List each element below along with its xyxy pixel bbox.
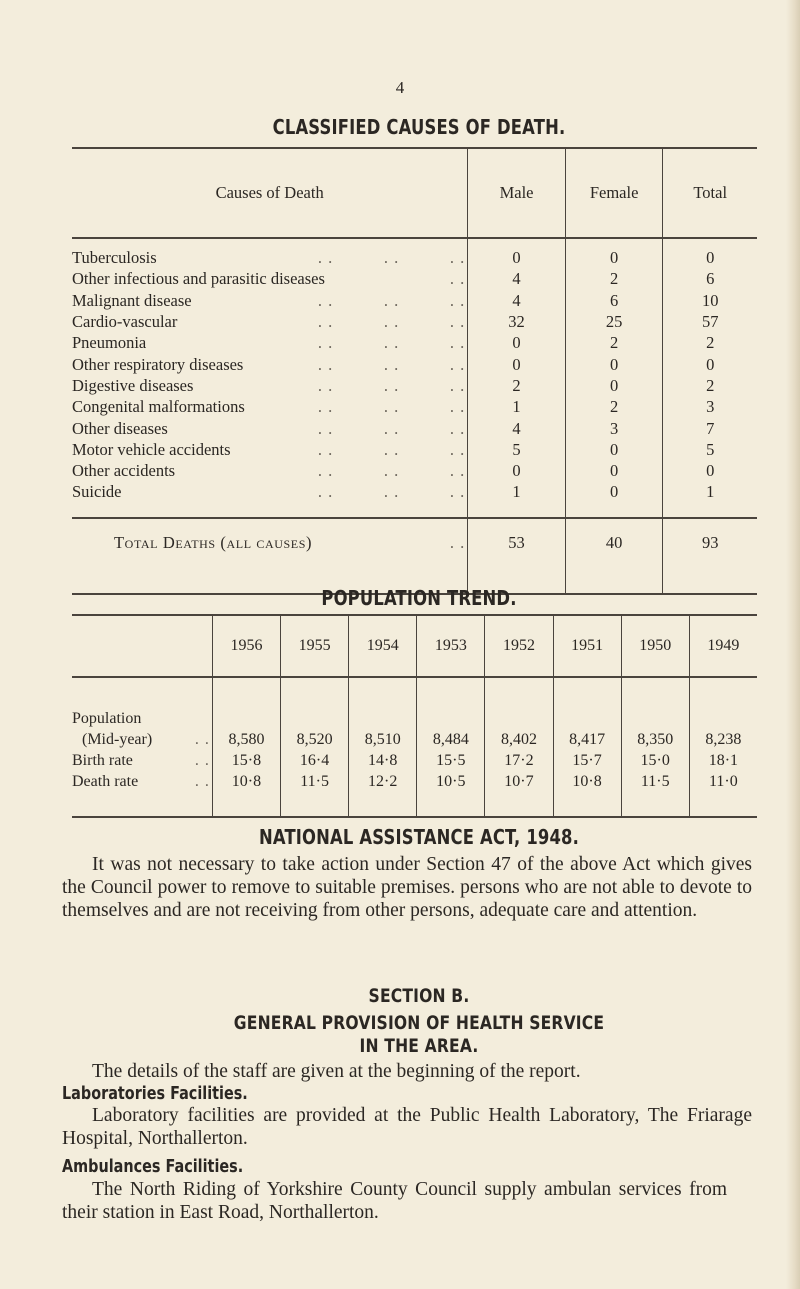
value-cell: 10·7: [485, 771, 553, 817]
value-cell: 18·1: [689, 750, 757, 771]
value-cell: 8,580: [212, 677, 280, 750]
male-value: 0: [468, 460, 566, 481]
value-cell: 15·0: [621, 750, 689, 771]
total-value: 7: [663, 417, 757, 438]
cause-cell: [72, 460, 468, 481]
value-cell: 8,417: [553, 677, 621, 750]
female-value: 2: [565, 332, 663, 353]
table-row: [72, 268, 757, 289]
causes-of-death-table: [72, 147, 757, 595]
header-year: 1954: [349, 615, 417, 677]
cause-cell: [72, 332, 468, 353]
row-label-line1: Population: [72, 710, 142, 727]
ambulances-heading: Ambulances Facilities.: [62, 1156, 244, 1177]
header-female: Female: [565, 148, 663, 238]
female-value: 0: [565, 439, 663, 460]
cause-cell: [72, 417, 468, 438]
population-trend-title: POPULATION TREND.: [321, 586, 517, 610]
total-value: 0: [663, 460, 757, 481]
causes-of-death-title: CLASSIFIED CAUSES OF DEATH.: [272, 115, 566, 139]
table-row: [72, 439, 757, 460]
value-cell: 14·8: [349, 750, 417, 771]
cause-label: Other diseases: [72, 418, 168, 438]
row-label: (Mid-year): [82, 731, 153, 748]
female-value: 3: [565, 417, 663, 438]
table-row: [72, 375, 757, 396]
total-total: 93: [663, 518, 757, 594]
female-value: 0: [565, 481, 663, 517]
male-value: 1: [468, 481, 566, 517]
section-b-title: SECTION B.: [368, 985, 470, 1007]
leader-dots: . .: [449, 269, 466, 289]
total-value: 0: [663, 353, 757, 374]
cause-cell: [72, 439, 468, 460]
leader-dots: . . . . . .: [317, 248, 466, 268]
table-row: [72, 481, 757, 517]
male-value: 4: [468, 290, 566, 311]
total-value: 2: [663, 375, 757, 396]
cause-cell: [72, 238, 468, 268]
cause-label: Digestive diseases: [72, 375, 194, 395]
table-row: [72, 238, 757, 268]
header-year: 1949: [689, 615, 757, 677]
population-trend-table: [72, 614, 757, 818]
cause-cell: [72, 375, 468, 396]
header-year: 1955: [281, 615, 349, 677]
female-value: 0: [565, 375, 663, 396]
value-cell: 8,484: [417, 677, 485, 750]
laboratories-heading: Laboratories Facilities.: [62, 1083, 248, 1104]
leader-dots: . . . . . .: [317, 290, 466, 310]
total-value: 3: [663, 396, 757, 417]
value-cell: 15·7: [553, 750, 621, 771]
value-cell: 11·5: [281, 771, 349, 817]
leader-dots: . . . . . .: [317, 439, 466, 459]
leader-dots: . . . . . .: [317, 333, 466, 353]
male-value: 0: [468, 238, 566, 268]
table-row: [72, 417, 757, 438]
row-label: Birth rate: [72, 752, 133, 769]
table-row: [72, 332, 757, 353]
value-cell: 8,402: [485, 677, 553, 750]
leader-dots: . . . . . .: [317, 312, 466, 332]
cause-cell: [72, 268, 468, 289]
leader-dots: . . . . . .: [317, 397, 466, 417]
value-cell: 10·5: [417, 771, 485, 817]
header-male: Male: [468, 148, 566, 238]
subtitle-line1: GENERAL PROVISION OF HEALTH SERVICE: [233, 1012, 605, 1034]
value-cell: 10·8: [553, 771, 621, 817]
value-cell: 17·2: [485, 750, 553, 771]
header-total: Total: [663, 148, 757, 238]
female-value: 2: [565, 396, 663, 417]
value-cell: 10·8: [212, 771, 280, 817]
paragraph-text: Laboratory facilities are provided at the Public Health Laboratory, The Friarage Hospital, Northallerton.: [62, 1105, 752, 1149]
cause-cell: [72, 396, 468, 417]
female-value: 6: [565, 290, 663, 311]
cause-label: Suicide: [72, 482, 122, 502]
leader-dots: . . . . . .: [317, 482, 466, 502]
value-cell: 16·4: [281, 750, 349, 771]
table-row: [72, 396, 757, 417]
paragraph-text: It was not necessary to take action under Section 47 of the above Act which gives the Council power to remove to suitable premises. persons who are not able to devote to themselves and are not receiving from other persons, adequate care and attention.: [62, 854, 752, 921]
female-value: 0: [565, 238, 663, 268]
cause-label: Other respiratory diseases: [72, 354, 244, 374]
leader-dots: . . . . . .: [317, 418, 466, 438]
cause-cell: [72, 290, 468, 311]
total-value: 10: [663, 290, 757, 311]
section-b-intro: [62, 1060, 752, 1083]
cause-label: Cardio-vascular: [72, 312, 178, 332]
value-cell: 15·8: [212, 750, 280, 771]
ambulances-text: [62, 1178, 727, 1224]
row-label-cell: [72, 677, 212, 750]
total-value: 1: [663, 481, 757, 517]
subtitle-line2: IN THE AREA.: [359, 1035, 479, 1057]
total-male: 53: [468, 518, 566, 594]
total-label: Total Deaths (all causes): [114, 532, 313, 552]
cause-label: Motor vehicle accidents: [72, 439, 231, 459]
total-value: 6: [663, 268, 757, 289]
cause-label: Tuberculosis: [72, 248, 157, 268]
total-row: [72, 518, 757, 594]
female-value: 2: [565, 268, 663, 289]
page-edge-shadow: [786, 0, 800, 1289]
male-value: 0: [468, 353, 566, 374]
table-row: [72, 771, 757, 817]
page-number: 4: [395, 78, 405, 97]
male-value: 4: [468, 268, 566, 289]
male-value: 1: [468, 396, 566, 417]
table-header-row: [72, 615, 757, 677]
value-cell: 8,350: [621, 677, 689, 750]
table-row: [72, 311, 757, 332]
paragraph-text: The North Riding of Yorkshire County Council supply ambulan services from their station in East Road, Northallerton.: [62, 1179, 727, 1223]
row-label-cell: [72, 771, 212, 817]
leader-dots: . .: [194, 752, 210, 769]
leader-dots: . . . . . .: [317, 354, 466, 374]
male-value: 4: [468, 417, 566, 438]
paragraph-text: The details of the staff are given at the beginning of the report.: [92, 1061, 581, 1082]
cause-label: Other accidents: [72, 461, 176, 481]
header-year: 1956: [212, 615, 280, 677]
national-assistance-text: [62, 853, 752, 922]
cause-cell: [72, 353, 468, 374]
header-year: 1950: [621, 615, 689, 677]
cause-label: Other infectious and parasitic diseases: [72, 269, 325, 289]
row-label: Death rate: [72, 773, 139, 790]
table-row: [72, 750, 757, 771]
header-year: 1953: [417, 615, 485, 677]
header-year: 1951: [553, 615, 621, 677]
cause-label: Malignant disease: [72, 290, 192, 310]
cause-cell: [72, 481, 468, 517]
female-value: 0: [565, 353, 663, 374]
table-header-row: [72, 148, 757, 238]
value-cell: 8,520: [281, 677, 349, 750]
leader-dots: . .: [194, 731, 210, 748]
cause-label: Congenital malformations: [72, 397, 245, 417]
value-cell: 8,510: [349, 677, 417, 750]
total-value: 5: [663, 439, 757, 460]
total-label-cell: [72, 518, 468, 594]
leader-dots: . .: [449, 532, 466, 552]
header-year: 1952: [485, 615, 553, 677]
value-cell: 15·5: [417, 750, 485, 771]
male-value: 32: [468, 311, 566, 332]
header-causes: Causes of Death: [72, 148, 468, 238]
leader-dots: . . . . . .: [317, 375, 466, 395]
leader-dots: . .: [194, 773, 210, 790]
value-cell: 12·2: [349, 771, 417, 817]
header-blank: [72, 615, 212, 677]
leader-dots: . . . . . .: [317, 461, 466, 481]
cause-cell: [72, 311, 468, 332]
table-row: [72, 353, 757, 374]
male-value: 0: [468, 332, 566, 353]
total-value: 2: [663, 332, 757, 353]
male-value: 5: [468, 439, 566, 460]
table-row: [72, 460, 757, 481]
total-female: 40: [565, 518, 663, 594]
laboratories-text: [62, 1104, 752, 1150]
total-value: 57: [663, 311, 757, 332]
total-value: 0: [663, 238, 757, 268]
table-row: [72, 677, 757, 750]
table-row: [72, 290, 757, 311]
female-value: 0: [565, 460, 663, 481]
row-label-cell: [72, 750, 212, 771]
value-cell: 8,238: [689, 677, 757, 750]
section-b-subtitle: [75, 1012, 762, 1058]
male-value: 2: [468, 375, 566, 396]
national-assistance-title: NATIONAL ASSISTANCE ACT, 1948.: [258, 825, 580, 849]
female-value: 25: [565, 311, 663, 332]
value-cell: 11·0: [689, 771, 757, 817]
cause-label: Pneumonia: [72, 333, 147, 353]
value-cell: 11·5: [621, 771, 689, 817]
